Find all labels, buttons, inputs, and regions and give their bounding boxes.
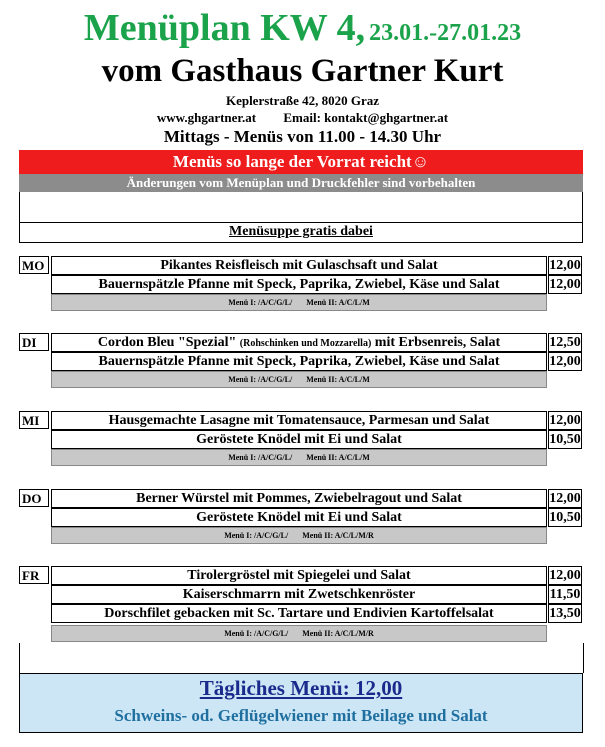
allergen-info (51, 371, 547, 388)
allergen-info (51, 294, 547, 311)
dish-price: 10,50 (549, 432, 581, 447)
availability-notice: Menüs so lange der Vorrat reicht☺ (19, 150, 583, 174)
allergen-menu-2: Menü II: A/C/L/M/R (302, 531, 374, 540)
dish-row: Bauernspätzle Pfanne mit Speck, Paprika, Zwiebel, Käse und Salat (51, 275, 547, 294)
dish-price: 13,50 (549, 606, 581, 621)
allergen-info (51, 625, 547, 642)
allergen-menu-1: Menü I: /A/C/G/L/ (228, 453, 293, 462)
allergen-info (51, 527, 547, 544)
dish-price: 12,00 (549, 413, 581, 428)
dish-row (51, 333, 547, 352)
dish-row: Tirolergröstel mit Spiegelei und Salat (51, 566, 547, 585)
menu-title (0, 6, 605, 50)
daily-menu-description: Schweins- od. Geflügelwiener mit Beilage und Salat (114, 706, 488, 725)
website-link[interactable]: www.ghgartner.at (156, 110, 257, 125)
dish-row: Hausgemachte Lasagne mit Tomatensauce, Parmesan und Salat (51, 411, 547, 430)
daily-menu-box (19, 673, 583, 733)
day-label: DO (19, 489, 49, 507)
dish-row: Kaiserschmarrn mit Zwetschkenröster (51, 585, 547, 604)
allergen-menu-2: Menü II: A/C/L/M/R (302, 629, 374, 638)
email-link[interactable]: Email: kontakt@ghgartner.at (283, 110, 449, 125)
dish-row: Berner Würstel mit Pommes, Zwiebelragout und Salat (51, 489, 547, 508)
dish-price: 12,50 (549, 335, 581, 350)
dish-price: 12,00 (549, 277, 581, 292)
dish-row: Geröstete Knödel mit Ei und Salat (51, 430, 547, 449)
dish-price: 12,00 (549, 568, 581, 583)
dish-name: Cordon Bleu "Spezial" (97, 335, 237, 350)
opening-hours: Mittags - Menüs von 11.00 - 14.30 Uhr (163, 127, 442, 146)
day-label: MO (19, 256, 49, 274)
day-label: FR (19, 566, 49, 584)
daily-menu-title: Tägliches Menü: 12,00 (199, 676, 403, 700)
bottom-frame (19, 643, 584, 673)
title-dates: 23.01.-27.01.23 (369, 20, 522, 46)
dish-name-suffix: mit Erbsenreis, Salat (374, 335, 501, 350)
allergen-menu-1: Menü I: /A/C/G/L/ (224, 629, 289, 638)
dish-row: Bauernspätzle Pfanne mit Speck, Paprika, Zwiebel, Käse und Salat (51, 352, 547, 371)
allergen-menu-1: Menü I: /A/C/G/L/ (224, 531, 289, 540)
title-text: Menüplan KW 4, (83, 7, 366, 49)
dish-price: 12,00 (549, 258, 581, 273)
dish-row: Geröstete Knödel mit Ei und Salat (51, 508, 547, 527)
day-label: MI (19, 411, 49, 429)
dish-row: Dorschfilet gebacken mit Sc. Tartare und Endivien Kartoffelsalat (51, 604, 547, 623)
allergen-info (51, 449, 547, 466)
dish-price: 10,50 (549, 510, 581, 525)
dish-price: 11,50 (549, 587, 581, 602)
dish-note: (Rohschinken und Mozzarella) (239, 338, 372, 349)
dish-price: 12,00 (549, 491, 581, 506)
soup-notice: Menüsuppe gratis dabei (229, 224, 373, 239)
restaurant-name: vom Gasthaus Gartner Kurt (101, 53, 504, 89)
day-label: DI (19, 333, 49, 351)
allergen-menu-1: Menü I: /A/C/G/L/ (228, 375, 293, 384)
allergen-menu-2: Menü II: A/C/L/M (306, 453, 370, 462)
address: Keplerstraße 42, 8020 Graz (225, 93, 380, 108)
allergen-menu-1: Menü I: /A/C/G/L/ (228, 298, 293, 307)
allergen-menu-2: Menü II: A/C/L/M (306, 375, 370, 384)
disclaimer-notice: Änderungen vom Menüplan und Druckfehler sind vorbehalten (19, 174, 583, 192)
allergen-menu-2: Menü II: A/C/L/M (306, 298, 370, 307)
dish-price: 12,00 (549, 354, 581, 369)
contact-line (0, 110, 605, 126)
dish-row: Pikantes Reisfleisch mit Gulaschsaft und Salat (51, 256, 547, 275)
